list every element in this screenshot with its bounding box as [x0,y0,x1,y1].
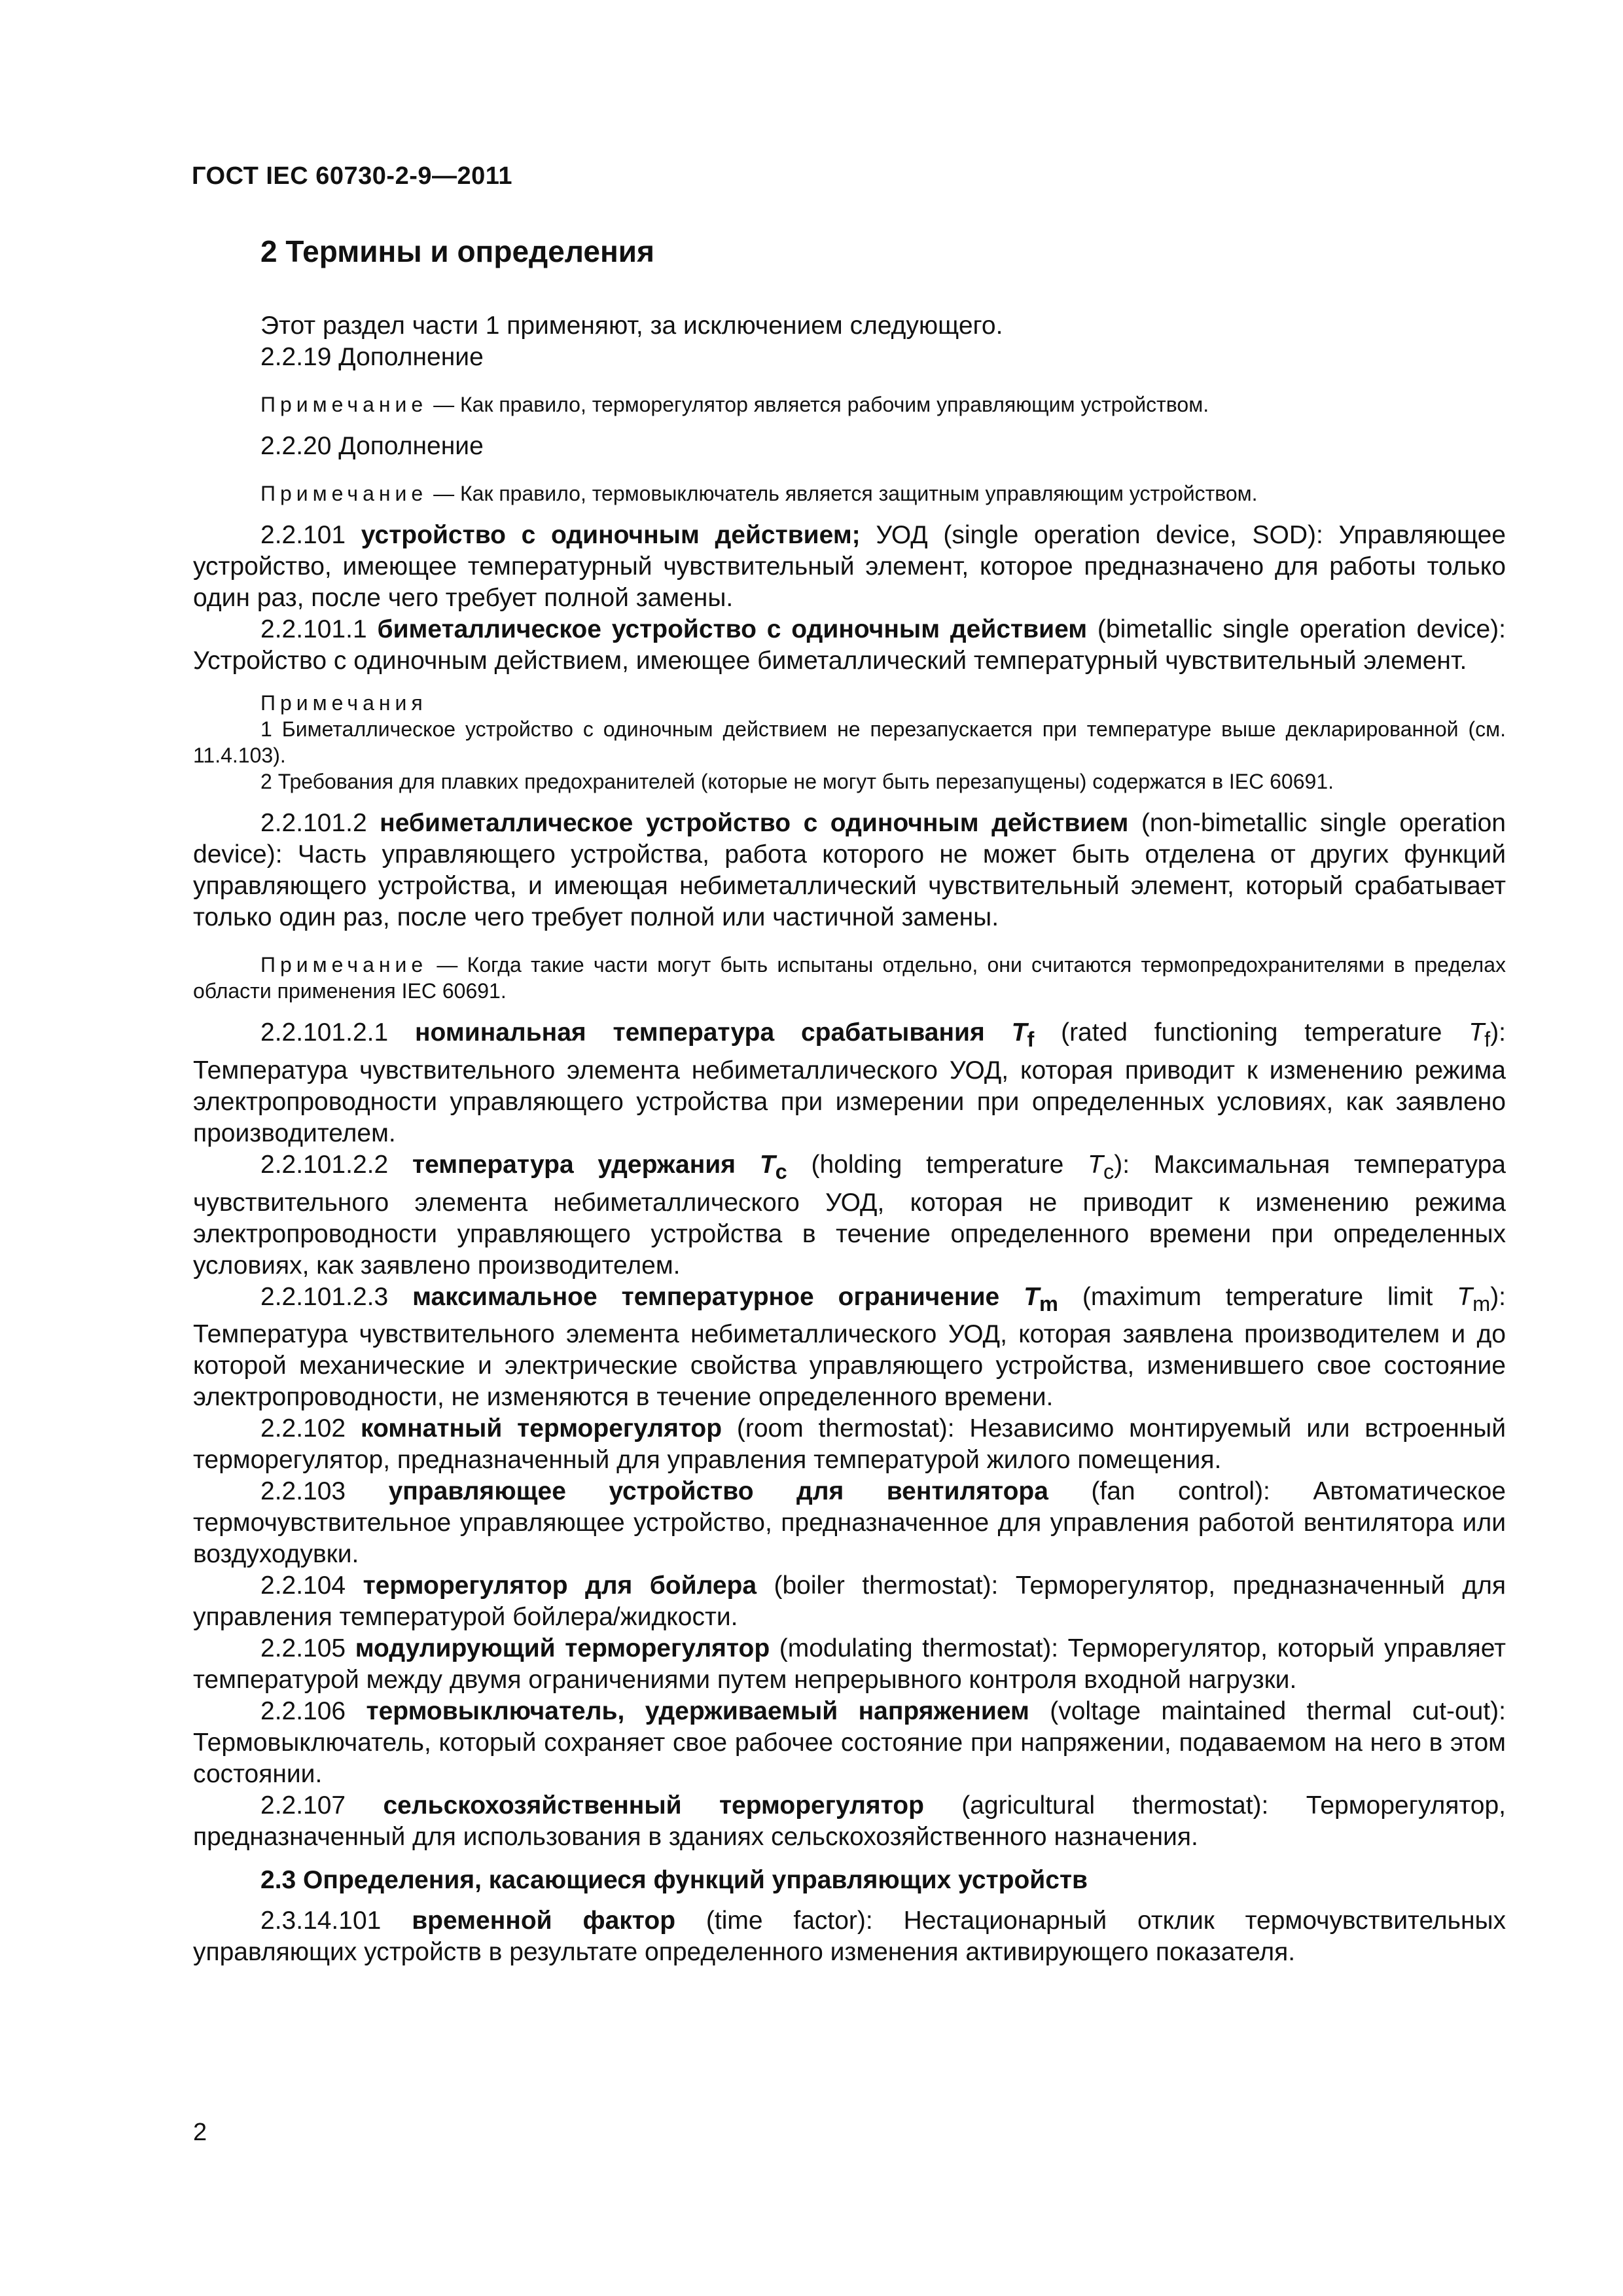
document-body [193,221,1506,1968]
definition-2-2-101-2 [193,808,1506,933]
symbol-subscript: c [775,1159,787,1183]
definition-2-2-101-2-3 [193,1282,1506,1414]
definition-term: устройство с одиночным действием; [361,521,861,549]
section-2-3-title: 2.3 Определения, касающиеся функций управляющих устройств [260,1866,1088,1895]
definition-number: 2.2.101 [260,521,361,549]
definition-term: модулирующий терморегулятор [355,1634,770,1663]
definition-2-2-107 [193,1790,1506,1853]
symbol-subscript: m [1039,1291,1058,1316]
definition-number: 2.2.105 [260,1634,355,1663]
definition-term: номинальная температура срабатывания [415,1018,1012,1047]
note-2-2-20 [193,480,1506,507]
definition-text: (fan control): Автоматическое термочувствительное управляющее устройство, предназначенное для управления работой вентилятора или воздуходувки. [193,1477,1506,1569]
definition-2-2-101-1 [193,614,1506,677]
definition-2-2-101 [193,520,1506,614]
clause-2-2-20: 2.2.20 Дополнение [260,432,484,460]
note-item-1: 1 Биметаллическое устройство с одиночным действием не перезапускается при температуре выше декларированной (см. 11.4.103). [193,717,1506,767]
notes-heading: Примечания [260,691,427,715]
note-label: Примечание [260,393,428,416]
definition-text: ): Максимальная температура чувствительного элемента небиметаллического УОД, которая не приводит к изменению режима электропроводности управляющего устройства в течение определенного времени при определенных условиях, как заявлено производителем. [193,1150,1506,1280]
note-text: — Когда такие части могут быть испытаны отдельно, они считаются термопредохранителями в пределах области применения IEC 60691. [193,953,1506,1003]
definition-number: 2.2.104 [260,1571,363,1600]
symbol: T [759,1150,776,1179]
definition-term: сельскохозяйственный терморегулятор [383,1791,924,1820]
definition-text: УОД (single operation device, SOD): Управляющее устройство, имеющее температурный чувствительный элемент, которое предназначено для работы только один раз, после чего требует полной замены. [193,521,1506,612]
document-header: ГОСТ IEC 60730-2-9—2011 [192,162,512,190]
definition-term: управляющее устройство для вентилятора [388,1477,1048,1506]
definition-text: (time factor): Нестационарный отклик термочувствительных управляющих устройств в результате определенного изменения активирующего показателя. [193,1907,1507,1967]
symbol: T [1011,1018,1027,1047]
note-text: — Как правило, термовыключатель является защитным управляющим устройством. [427,482,1258,505]
definition-term: небиметаллическое устройство с одиночным действием [380,809,1129,837]
symbol: T [1469,1018,1485,1047]
definition-text: (agricultural thermostat): Терморегулятор, предназначенный для использования в зданиях сельскохозяйственного назначения. [193,1791,1506,1852]
symbol: T [1088,1150,1103,1179]
page-number: 2 [193,2119,207,2146]
note-2-2-101-2 [193,952,1506,1004]
section-2-intro: Этот раздел части 1 применяют, за исключением следующего. [260,312,1003,340]
definition-text: (boiler thermostat): Терморегулятор, предназначенный для управления температурой бойлера/жидкости. [193,1571,1506,1632]
definition-text: (voltage maintained thermal cut-out): Термовыключатель, который сохраняет свое рабочее состояние при напряжении, подаваемом на него в этом состоянии. [193,1697,1506,1789]
definition-2-2-105 [193,1633,1506,1696]
definition-text: (holding temperature [787,1150,1088,1179]
definition-text: (bimetallic single operation device): Устройство с одиночным действием, имеющее биметаллический температурный чувствительный элемент. [193,615,1507,675]
symbol: T [1457,1282,1473,1311]
definition-number: 2.2.106 [260,1697,366,1726]
definition-term: терморегулятор для бойлера [363,1571,757,1600]
definition-term: комнатный терморегулятор [360,1414,722,1443]
symbol-subscript: m [1472,1291,1491,1316]
definition-number: 2.2.107 [260,1791,383,1820]
note-label: Примечание [260,953,428,977]
symbol-subscript: c [1103,1159,1115,1183]
definition-2-3-14-101 [193,1905,1506,1968]
definition-2-2-102 [193,1413,1506,1476]
note-text: — Как правило, терморегулятор является рабочим управляющим устройством. [427,393,1209,416]
definition-2-2-101-2-2 [193,1149,1506,1282]
definition-term: биметаллическое устройство с одиночным действием [377,615,1088,643]
notes-label [193,690,1506,716]
definition-text: (rated functioning temperature [1034,1018,1469,1047]
definition-number: 2.2.101.2.1 [260,1018,415,1047]
note-item-2: 2 Требования для плавких предохранителей (которые не могут быть перезапущены) содержатся в IEC 60691. [260,770,1334,793]
definition-term: температура удержания [412,1150,760,1179]
definition-text: (non-bimetallic single operation device): Часть управляющего устройства, работа которого не может быть отделена от других функций управляющего устройства, и имеющая небиметаллический чувствительный элемент, который срабатывает только один раз, после чего требует полной или частичной замены. [193,809,1506,931]
note-label: Примечание [260,482,428,505]
definition-2-2-101-2-1 [193,1017,1506,1149]
definition-number: 2.2.103 [260,1477,389,1506]
definition-text: (maximum temperature limit [1058,1282,1457,1311]
definition-number: 2.2.101.2.2 [260,1150,412,1179]
symbol-subscript: f [1027,1027,1035,1051]
definition-number: 2.3.14.101 [260,1907,412,1935]
definition-number: 2.2.101.2 [260,809,380,837]
definition-2-2-104 [193,1570,1506,1633]
clause-2-2-19: 2.2.19 Дополнение [260,343,484,371]
definition-term: временной фактор [412,1907,676,1935]
definition-2-2-106 [193,1696,1506,1790]
definition-text: ): Температура чувствительного элемента небиметаллического УОД, которая заявлена производителем и до которой механические и электрические свойства управляющего устройства, изменившего свое состояние электропроводности, не изменяются в течение определенного времени. [193,1282,1507,1412]
symbol-subscript: f [1484,1027,1491,1051]
symbol: T [1024,1282,1040,1311]
note-2-2-19 [193,391,1506,418]
definition-term: термовыключатель, удерживаемый напряжением [366,1697,1029,1726]
definition-2-2-103 [193,1476,1506,1570]
section-2-title: 2 Термины и определения [260,234,654,268]
definition-text: (modulating thermostat): Терморегулятор, который управляет температурой между двумя ограничениями путем непрерывного контроля входной нагрузки. [193,1634,1506,1695]
definition-number: 2.2.102 [260,1414,361,1443]
definition-number: 2.2.101.1 [260,615,378,643]
definition-text: ): Температура чувствительного элемента небиметаллического УОД, которая приводит к изменению режима электропроводности управляющего устройства при измерении при определенных условиях, как заявлено производителем. [193,1018,1507,1147]
definition-number: 2.2.101.2.3 [260,1282,413,1311]
definition-term: максимальное температурное ограничение [412,1282,1024,1311]
definition-text: (room thermostat): Независимо монтируемый или встроенный терморегулятор, предназначенный для управления температурой жилого помещения. [193,1414,1507,1475]
